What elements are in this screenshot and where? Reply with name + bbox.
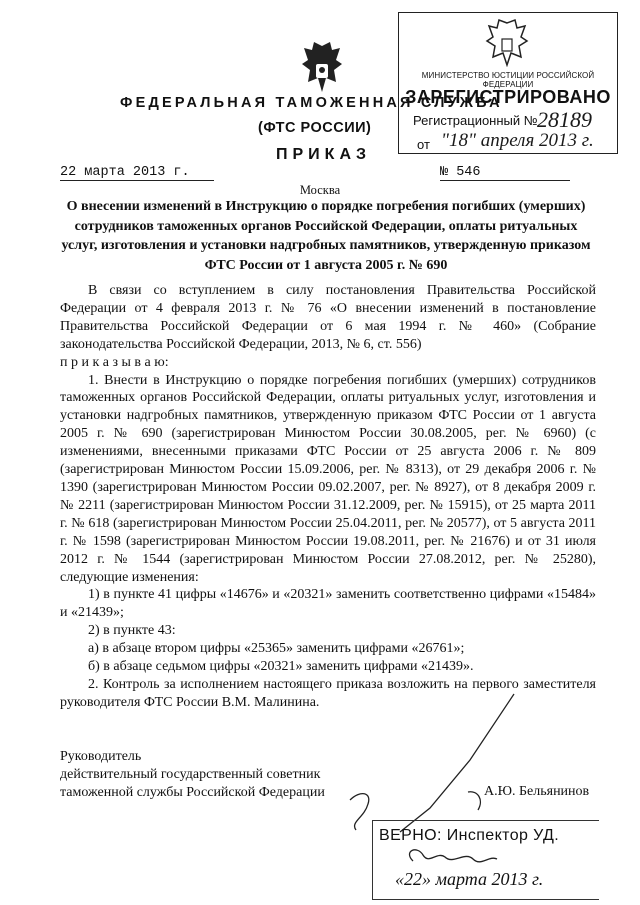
certification-stamp — [372, 820, 599, 900]
stamp-ministry: МИНИСТЕРСТВО ЮСТИЦИИ РОССИЙСКОЙ ФЕДЕРАЦИИ — [421, 71, 595, 89]
paragraph-item-1: 1. Внести в Инструкцию о порядке погребения погибших (умерших) сотрудников таможенных органов Российской Федерации, оплаты ритуальных услуг, изготовления и установки надгробных памятников, утвержденную приказом ФТС России от 1 августа 2005 г. № 690 (зарегистрирован Минюстом России 30.08.2005, рег. № 6960) (с изменениями, внесенными приказами ФТС России от 25 августа 2006 г. № 809 (зарегистрирован Минюстом России 15.09.2006, рег. № 8313), от 29 декабря 2006 г. № 1390 (зарегистрирован Минюстом России 09.02.2007, рег. № 8927), от 8 декабря 2009 г. № 2211 (зарегистрирован Минюстом России 31.12.2009, рег. № 15915), от 25 марта 2011 г. № 618 (зарегистрирован Минюстом России 25.04.2011, рег. № 20577), от 5 августа 2011 г. № 1598 (зарегистрирован Минюстом России 19.08.2011, рег. № 21676) и от 31 июля 2012 г. № 1544 (зарегистрирован Минюстом России 27.08.2012, рег. № 25280), следующие изменения: — [60, 372, 596, 585]
signature-line3: таможенной службы Российской Федерации — [60, 784, 325, 800]
paragraph-sub-2b: б) в абзаце седьмом цифры «20321» заменить цифрами «21439». — [88, 659, 474, 675]
doc-type: ПРИКАЗ — [276, 146, 372, 163]
paragraph-sub-2: 2) в пункте 43: — [88, 623, 176, 639]
paragraph-item-2: 2. Контроль за исполнением настоящего приказа возложить на первого заместителя руководителя ФТС России В.М. Малинина. — [60, 676, 596, 710]
document-title: О внесении изменений в Инструкцию о порядке погребения погибших (умерших) сотрудников таможенных органов Российской Федерации, оплаты ритуальных услуг, изготовления и установки надгробных памятников, утвержденную приказом ФТС России от 1 августа 2005 г. № 690 — [61, 199, 591, 273]
stamp-regno-label: Регистрационный № — [413, 113, 538, 128]
org-name: ФЕДЕРАЛЬНАЯ ТАМОЖЕННАЯ СЛУЖБА — [120, 95, 503, 111]
signature-line2: действительный государственный советник — [60, 766, 321, 782]
paragraph-preamble: В связи со вступлением в силу постановления Правительства Российской Федерации от 4 февраля 2013 г. № 76 «О внесении изменений в постановление Правительства Российской Федерации от 6 мая 1994 г. № 460» (Собрание законодательства Российской Федерации, 2013, № 6, ст. 556) — [60, 283, 596, 352]
order-date: 22 марта 2013 г. — [60, 165, 214, 181]
stamp-registered: ЗАРЕГИСТРИРОВАНО — [405, 87, 611, 107]
order-word: п р и к а з ы в а ю: — [60, 354, 169, 370]
paragraph-sub-2a: а) в абзаце втором цифры «25365» заменить цифрами «26761»; — [88, 641, 465, 657]
paragraph-sub-1: 1) в пункте 41 цифры «14676» и «20321» заменить соответственно цифрами «15484» и «21439»; — [60, 587, 596, 621]
stamp-regdate-label: от — [417, 137, 430, 152]
signature-line1: Руководитель — [60, 749, 142, 764]
certification-label: ВЕРНО: Инспектор УД. — [379, 827, 560, 844]
org-short-name: (ФТС РОССИИ) — [258, 120, 372, 136]
place: Москва — [299, 183, 341, 197]
signatory-name: А.Ю. Бельянинов — [484, 784, 590, 799]
certification-date: «22» марта 2013 г. — [395, 869, 544, 889]
stamp-regdate-value: "18" апреля 2013 г. — [441, 130, 594, 151]
order-number: № 546 — [440, 165, 570, 181]
stamp-regno-value: 28189 — [537, 107, 592, 132]
